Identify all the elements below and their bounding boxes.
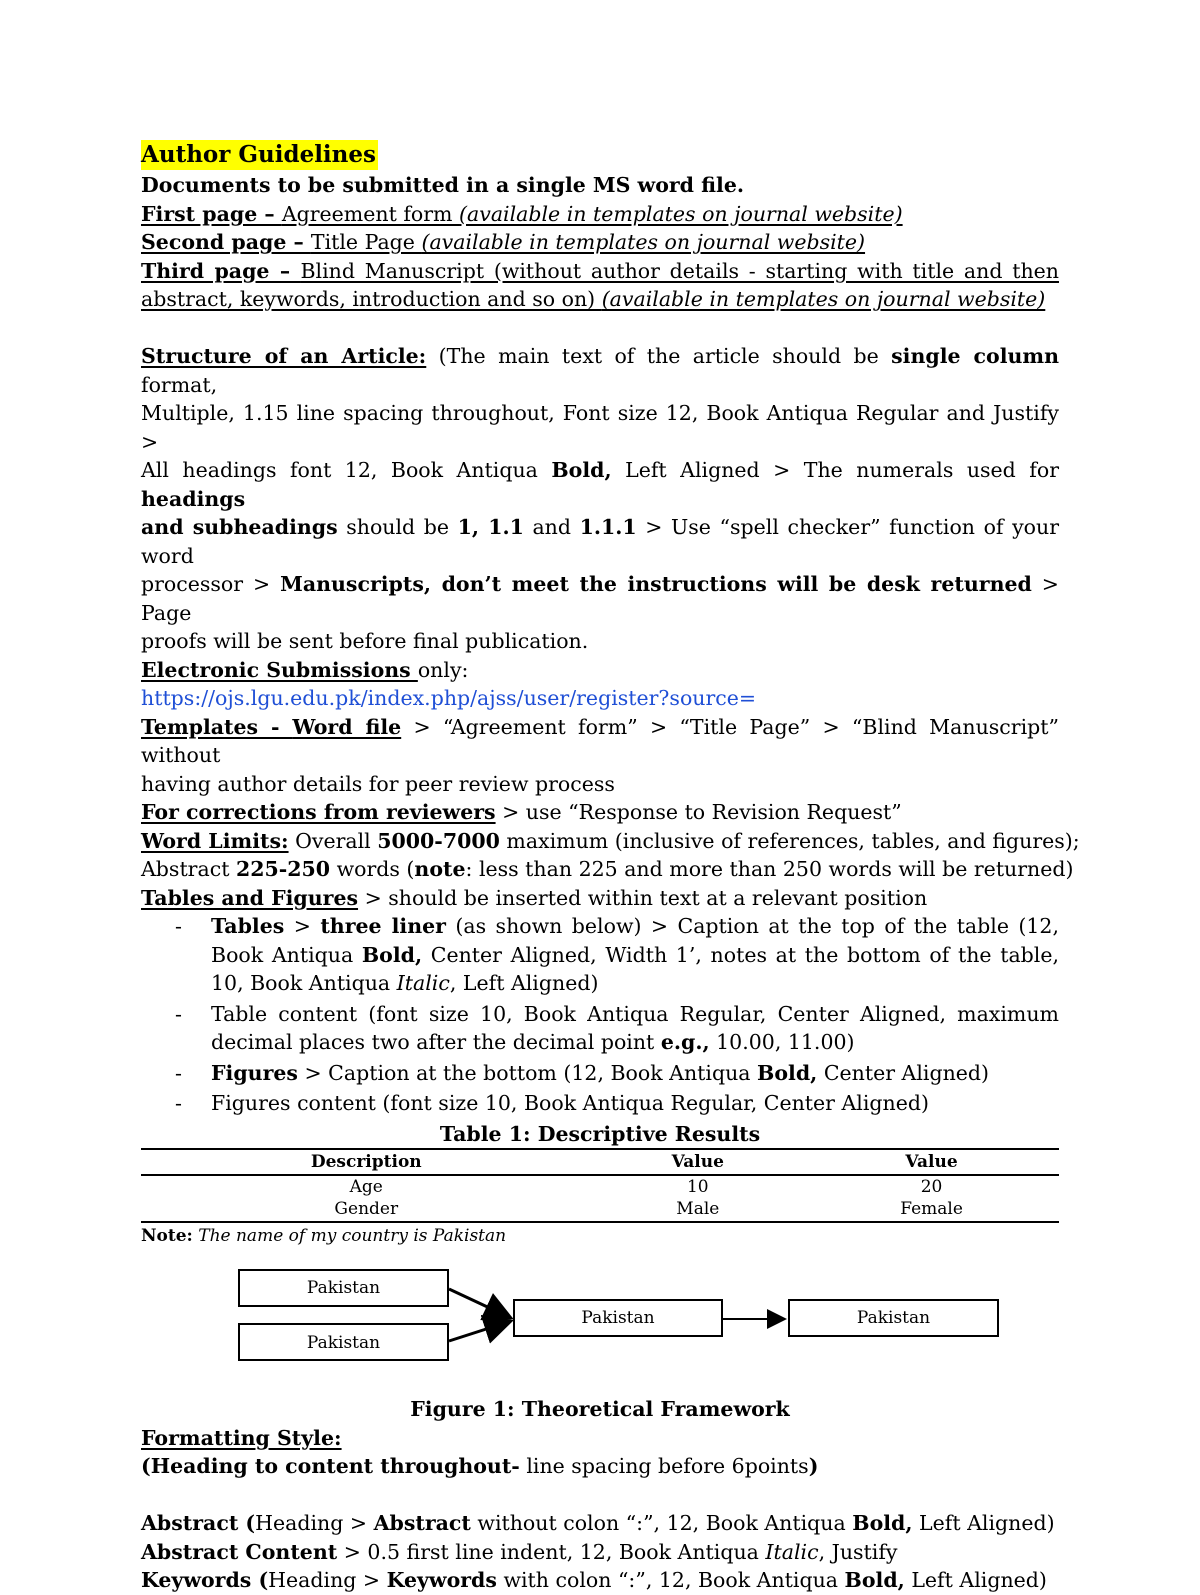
first-page-note: (available in templates on journal website) <box>459 201 903 226</box>
abstract-label: Abstract ( <box>141 1511 256 1535</box>
electronic-only: only: <box>417 657 469 682</box>
abstract-bold: Abstract <box>373 1511 471 1535</box>
structure-line-6 <box>141 627 1059 656</box>
templates-line <box>141 713 1059 770</box>
structure-bold: Bold, <box>551 458 612 482</box>
submission-link-line <box>141 684 1059 713</box>
word-limits-bold: 5000-7000 <box>377 828 500 853</box>
spacer <box>141 314 1059 343</box>
structure-text: processor > <box>141 572 281 596</box>
list-item: - Figures > Caption at the bottom (12, Book Antiqua Bold, Center Aligned) <box>211 1059 1059 1088</box>
structure-text: (The main text of the article should be <box>426 344 892 368</box>
arrow-bottom-to-center <box>449 1321 511 1341</box>
structure-text: Left Aligned > The numerals used for <box>611 458 1059 482</box>
documents-text: Documents to be submitted in a single MS word file. <box>141 173 745 197</box>
corrections-label: For corrections from reviewers <box>141 800 496 824</box>
table-cell: 20 <box>920 1177 943 1197</box>
structure-bold: and subheadings <box>141 515 338 539</box>
table-cell: Age <box>349 1177 383 1197</box>
templates-text-2: having author details for peer review process <box>141 771 615 796</box>
word-limits-bold: note <box>414 857 466 881</box>
keywords-bold: Bold, <box>844 1568 905 1592</box>
structure-text: format, <box>141 372 218 397</box>
formatting-line-1 <box>141 1452 1059 1481</box>
second-page-line <box>141 228 1059 257</box>
structure-bold: 1, 1.1 <box>457 515 524 539</box>
abstract-content-text: , Justify <box>818 1539 898 1564</box>
table-header-row <box>141 1149 1059 1175</box>
page-title: Author Guidelines <box>141 141 376 168</box>
structure-text: > Use “spell checker” function of your word <box>141 515 1060 568</box>
table-header: Value <box>804 1149 1059 1175</box>
word-limits-text: maximum (inclusive of references, tables, and figures); <box>499 828 1080 853</box>
abstract-text: Left Aligned) <box>912 1511 1055 1535</box>
table-cell: 10 <box>686 1177 709 1197</box>
tables-figures-label: Tables and Figures <box>141 885 359 910</box>
first-page-label: First page – <box>141 201 282 226</box>
abstract-content-label: Abstract Content <box>141 1539 338 1564</box>
keywords-text: Left Aligned) <box>904 1568 1047 1592</box>
word-limits-text: Overall <box>288 828 378 853</box>
abstract-line <box>141 1509 1059 1538</box>
table-row <box>141 1175 1059 1198</box>
structure-bold: headings <box>141 486 246 511</box>
documents-heading <box>141 171 1059 200</box>
formatting-bold: ) <box>808 1454 819 1478</box>
keywords-text: Heading > <box>268 1568 387 1592</box>
formatting-bold: (Heading to content throughout- <box>141 1454 520 1478</box>
submission-link[interactable]: https://ojs.lgu.edu.pk/index.php/ajss/user/register?source= <box>141 686 757 710</box>
first-page-text: Agreement form <box>281 201 460 226</box>
first-page-line <box>141 200 1059 229</box>
formatting-style-heading <box>141 1424 1059 1453</box>
table-caption: Table 1: Descriptive Results <box>439 1121 761 1146</box>
abstract-content-italic: Italic <box>765 1539 819 1564</box>
word-limits-text: words ( <box>330 857 415 881</box>
list-item: - Tables > three liner (as shown below) > Caption at the top of the table (12, Book Antiqua Bold, Center Aligned, Width 1’, notes at the bottom of the table, 10, Book Antiqua Italic, Left Aligned) <box>211 912 1059 998</box>
figure-caption: Figure 1: Theoretical Framework <box>410 1397 790 1421</box>
table-cell: Male <box>592 1198 805 1222</box>
second-page-label: Second page – <box>141 230 311 254</box>
tables-figures-line <box>141 884 1059 913</box>
structure-line-4 <box>141 513 1059 570</box>
structure-line-1 <box>141 342 1059 399</box>
tables-figures-text: > should be inserted within text at a relevant position <box>358 885 928 910</box>
document-page <box>141 140 1080 1595</box>
third-page-text-2: abstract, keywords, introduction and so on) <box>141 287 602 311</box>
formatting-text: line spacing before 6points <box>519 1454 809 1478</box>
table-note <box>141 1223 1059 1249</box>
structure-line-3 <box>141 456 1059 513</box>
framework-box-right: Pakistan <box>788 1299 999 1337</box>
word-limits-text: : less than 225 and more than 250 words will be returned) <box>465 857 1074 881</box>
third-page-text: Blind Manuscript (without author details - starting with title and then <box>300 258 1059 283</box>
abstract-content-line <box>141 1538 1059 1567</box>
structure-bold: Manuscripts, don’t meet the instructions will be desk returned <box>280 572 1032 596</box>
title-row <box>141 140 1059 170</box>
table-row <box>141 1198 1059 1222</box>
structure-text: Multiple, 1.15 line spacing throughout, Font size 12, Book Antiqua Regular and Justify > <box>141 401 1059 454</box>
third-page-note: (available in templates on journal website) <box>601 287 1046 311</box>
structure-text: > Page <box>141 572 1059 625</box>
results-table <box>141 1148 1059 1223</box>
framework-box-bottom-left: Pakistan <box>238 1323 449 1361</box>
structure-label: Structure of an Article: <box>141 344 427 368</box>
second-page-text: Title Page <box>310 230 422 254</box>
arrow-top-to-center <box>449 1289 511 1318</box>
corrections-text: > use “Response to Revision Request” <box>495 800 902 824</box>
keywords-bold: Keywords <box>386 1568 497 1592</box>
word-file-label: Word file <box>292 714 402 739</box>
spacer <box>141 1481 1059 1510</box>
word-limits-line <box>141 827 1080 856</box>
third-page-line <box>141 257 1059 286</box>
table-cell: Female <box>804 1198 1059 1222</box>
table-header: Description <box>141 1149 592 1175</box>
keywords-label: Keywords ( <box>141 1568 269 1592</box>
corrections-line <box>141 798 1059 827</box>
electronic-line <box>141 656 1059 685</box>
abstract-text: without colon “:”, 12, Book Antiqua <box>470 1511 853 1535</box>
table-cell: Gender <box>141 1198 592 1222</box>
note-label: Note: <box>141 1226 193 1246</box>
abstract-content-text: > 0.5 first line indent, 12, Book Antiqua <box>337 1539 766 1564</box>
structure-text: All headings font 12, Book Antiqua <box>141 458 552 482</box>
structure-text: and <box>523 515 580 539</box>
abstract-text: Heading > <box>255 1511 374 1535</box>
structure-line-5 <box>141 570 1059 627</box>
theoretical-framework-figure <box>141 1269 1059 1387</box>
templates-text: > “Agreement form” > “Title Page” > “Blind Manuscript” without <box>141 714 1059 767</box>
structure-line-2 <box>141 399 1059 456</box>
note-text: The name of my country is Pakistan <box>192 1226 507 1246</box>
third-page-line-2 <box>141 285 1059 314</box>
framework-box-top-left: Pakistan <box>238 1269 449 1307</box>
abstract-bold: Bold, <box>852 1511 913 1535</box>
list-item: - Table content (font size 10, Book Antiqua Regular, Center Aligned, maximum decimal places two after the decimal point e.g., 10.00, 11.00) <box>211 1000 1059 1057</box>
table-header: Value <box>592 1149 805 1175</box>
framework-box-center: Pakistan <box>513 1299 723 1337</box>
structure-text: proofs will be sent before final publication. <box>141 629 589 653</box>
templates-line-2 <box>141 770 1059 799</box>
word-limits-bold: 225-250 <box>235 857 331 881</box>
second-page-note: (available in templates on journal website) <box>421 230 866 254</box>
electronic-label: Electronic Submissions <box>141 657 418 682</box>
structure-bold: single column <box>891 344 1059 368</box>
keywords-line <box>141 1566 1059 1595</box>
list-item: - Figures content (font size 10, Book Antiqua Regular, Center Aligned) <box>211 1089 1059 1118</box>
tables-figures-list <box>141 912 1059 1118</box>
formatting-label: Formatting Style: <box>141 1425 342 1450</box>
structure-bold: 1.1.1 <box>579 515 637 539</box>
keywords-text: with colon “:”, 12, Book Antiqua <box>496 1568 845 1592</box>
word-limits-label: Word Limits: <box>141 828 289 853</box>
third-page-label: Third page – <box>141 258 301 283</box>
word-limits-text: Abstract <box>141 857 236 881</box>
word-limits-line-2 <box>141 855 1074 884</box>
structure-text: should be <box>337 515 458 539</box>
templates-label: Templates - <box>141 714 293 739</box>
